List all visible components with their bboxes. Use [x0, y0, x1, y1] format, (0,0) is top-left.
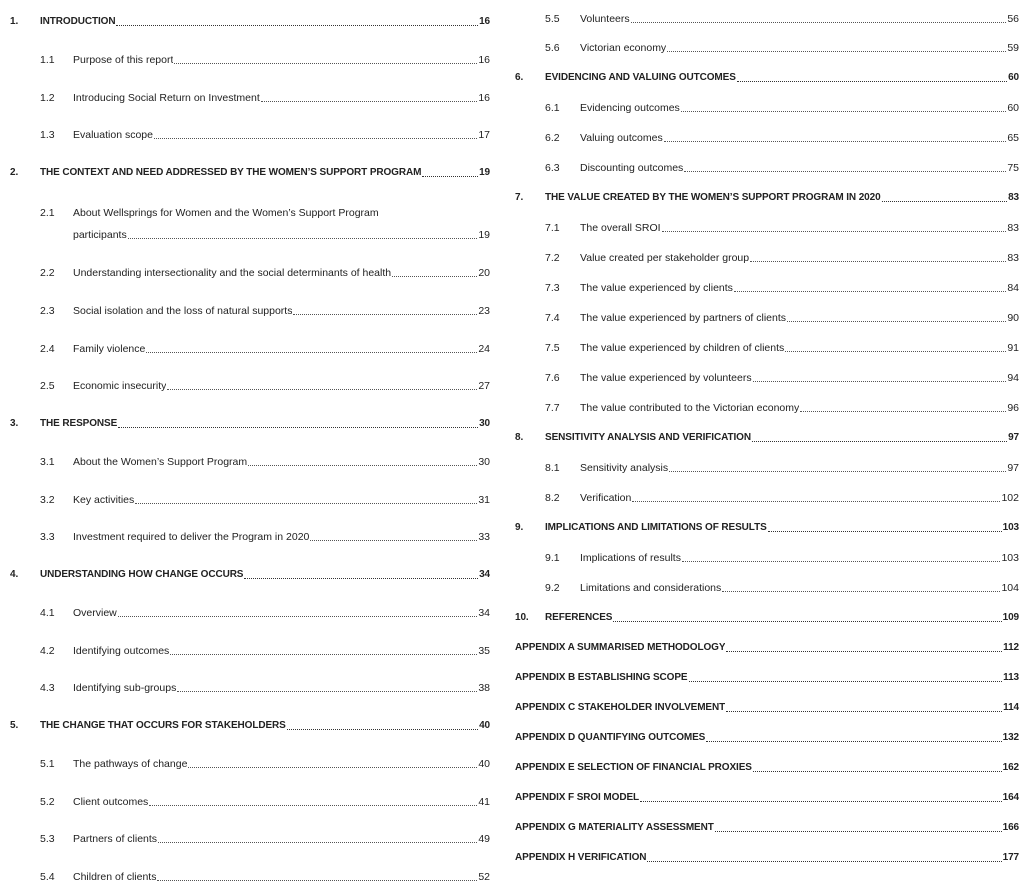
toc-entry-number: 6.1	[545, 102, 560, 114]
toc-entry-title: Discounting outcomes	[580, 162, 684, 174]
toc-subsection-entry[interactable]	[505, 131, 1019, 145]
toc-entry-number: 5.6	[545, 42, 560, 54]
dot-leader	[800, 410, 1006, 412]
toc-appendix-entry[interactable]	[505, 821, 1019, 835]
toc-entry-number: 7.3	[545, 282, 560, 294]
toc-subsection-entry[interactable]	[505, 41, 1019, 55]
toc-entry-number: 8.2	[545, 492, 560, 504]
toc-page-number: 16	[478, 92, 490, 104]
toc-subsection-entry[interactable]	[0, 455, 490, 469]
toc-entry-title: APPENDIX C STAKEHOLDER INVOLVEMENT	[515, 702, 726, 713]
toc-appendix-entry[interactable]	[505, 851, 1019, 865]
dot-leader	[640, 800, 1002, 802]
toc-entry-number: 4.3	[40, 682, 55, 694]
toc-page-number: 166	[1002, 822, 1019, 833]
toc-entry-title: Key activities	[73, 494, 135, 506]
toc-entry-number: 7.7	[545, 402, 560, 414]
toc-page-number: 59	[1007, 42, 1019, 54]
toc-entry-title: Valuing outcomes	[580, 132, 663, 144]
toc-entry-title: Partners of clients	[73, 833, 158, 845]
toc-entry-number: 7.2	[545, 252, 560, 264]
toc-subsection-entry[interactable]	[0, 832, 490, 846]
toc-subsection-entry[interactable]	[505, 371, 1019, 385]
dot-leader	[768, 530, 1002, 532]
toc-entry-number: 1.2	[40, 92, 55, 104]
toc-page-number: 104	[1001, 582, 1019, 594]
toc-subsection-entry[interactable]	[505, 461, 1019, 475]
dot-leader	[722, 590, 1000, 592]
toc-entry-title: Identifying outcomes	[73, 645, 170, 657]
toc-subsection-entry[interactable]	[0, 757, 490, 771]
dot-leader	[310, 539, 477, 541]
dot-leader	[752, 440, 1007, 442]
dot-leader	[188, 766, 477, 768]
toc-entry-number: 2.5	[40, 380, 55, 392]
toc-subsection-entry[interactable]	[0, 530, 490, 544]
dot-leader	[715, 830, 1002, 832]
dot-leader	[287, 728, 478, 730]
toc-page-number: 31	[478, 494, 490, 506]
toc-entry-number: 5.3	[40, 833, 55, 845]
toc-entry-number: 1.3	[40, 129, 55, 141]
dot-leader	[689, 680, 1003, 682]
toc-entry-title: APPENDIX D QUANTIFYING OUTCOMES	[515, 732, 706, 743]
dot-leader	[684, 170, 1006, 172]
toc-subsection-entry[interactable]	[505, 221, 1019, 235]
toc-section-entry[interactable]	[505, 191, 1019, 205]
toc-page-number: 109	[1002, 612, 1019, 623]
dot-leader	[149, 804, 477, 806]
toc-page-number: 112	[1003, 642, 1019, 653]
dot-leader	[734, 290, 1006, 292]
dot-leader	[662, 230, 1007, 232]
toc-subsection-entry[interactable]	[505, 341, 1019, 355]
dot-leader	[632, 500, 1000, 502]
dot-leader	[116, 24, 478, 26]
toc-entry-number: 7.	[515, 192, 524, 203]
toc-entry-number: 2.4	[40, 343, 55, 355]
toc-entry-title: Investment required to deliver the Program in 2020	[73, 531, 310, 543]
dot-leader	[392, 275, 477, 277]
toc-subsection-entry[interactable]	[505, 12, 1019, 26]
toc-page-number: 24	[478, 343, 490, 355]
dot-leader	[787, 320, 1006, 322]
toc-subsection-entry[interactable]	[0, 206, 490, 220]
toc-entry-title: The value contributed to the Victorian economy	[580, 402, 800, 414]
toc-subsection-entry[interactable]	[0, 606, 490, 620]
dot-leader	[135, 502, 477, 504]
toc-entry-title: APPENDIX G MATERIALITY ASSESSMENT	[515, 822, 714, 833]
toc-page-number: 103	[1002, 522, 1019, 533]
dot-leader	[118, 426, 478, 428]
toc-entry-title: Social isolation and the loss of natural supports	[73, 305, 293, 317]
toc-page-number: 114	[1003, 702, 1019, 713]
toc-entry-title: THE VALUE CREATED BY THE WOMEN’S SUPPORT PROGRAM IN 2020	[545, 192, 881, 203]
toc-page-number: 177	[1002, 852, 1019, 863]
toc-page-number: 16	[479, 16, 490, 27]
toc-subsection-entry[interactable]	[505, 251, 1019, 265]
toc-page-number: 83	[1007, 252, 1019, 264]
toc-page-number: 35	[478, 645, 490, 657]
toc-page-number: 83	[1007, 222, 1019, 234]
toc-section-entry[interactable]	[0, 15, 490, 29]
dot-leader	[422, 175, 478, 177]
dot-leader	[669, 470, 1006, 472]
toc-page-number: 27	[478, 380, 490, 392]
dot-leader	[248, 464, 477, 466]
toc-page-number: 75	[1007, 162, 1019, 174]
toc-page-number: 91	[1007, 342, 1019, 354]
toc-entry-title: Overview	[73, 607, 117, 619]
dot-leader	[118, 615, 478, 617]
toc-entry-title: REFERENCES	[545, 612, 613, 623]
toc-subsection-entry[interactable]	[505, 551, 1019, 565]
toc-appendix-entry[interactable]	[505, 641, 1019, 655]
toc-subsection-entry[interactable]	[0, 128, 490, 142]
toc-entry-title: About Wellsprings for Women and the Women’s Support Program	[73, 207, 379, 219]
toc-entry-title: THE CHANGE THAT OCCURS FOR STAKEHOLDERS	[40, 720, 286, 731]
toc-section-entry[interactable]	[0, 719, 490, 733]
toc-entry-title: Victorian economy	[580, 42, 667, 54]
toc-appendix-entry[interactable]	[505, 671, 1019, 685]
toc-entry-title: The pathways of change	[73, 758, 188, 770]
dot-leader	[146, 351, 477, 353]
toc-entry-number: 3.	[10, 418, 19, 429]
toc-page-number: 38	[478, 682, 490, 694]
toc-entry-title: The value experienced by volunteers	[580, 372, 752, 384]
toc-entry-title: Evaluation scope	[73, 129, 153, 141]
toc-appendix-entry[interactable]	[505, 791, 1019, 805]
toc-entry-number: 9.	[515, 522, 524, 533]
dot-leader	[737, 80, 1007, 82]
toc-entry-number: 9.2	[545, 582, 560, 594]
dot-leader	[647, 860, 1001, 862]
dot-leader	[170, 653, 477, 655]
toc-page-number: 90	[1007, 312, 1019, 324]
toc-entry-number: 5.5	[545, 13, 560, 25]
dot-leader	[753, 380, 1007, 382]
toc-entry-title: APPENDIX A SUMMARISED METHODOLOGY	[515, 642, 726, 653]
toc-subsection-entry[interactable]	[505, 581, 1019, 595]
toc-entry-number: 3.3	[40, 531, 55, 543]
toc-page-number: 164	[1002, 792, 1019, 803]
toc-page-number: 97	[1008, 432, 1019, 443]
toc-entry-number: 5.2	[40, 796, 55, 808]
toc-entry-continuation[interactable]	[0, 228, 490, 242]
toc-appendix-entry[interactable]	[505, 701, 1019, 715]
toc-subsection-entry[interactable]	[0, 379, 490, 393]
toc-entry-title: Introducing Social Return on Investment	[73, 92, 260, 104]
toc-page-number: 17	[478, 129, 490, 141]
toc-entry-number: 2.1	[40, 207, 55, 219]
toc-entry-title: Volunteers	[580, 13, 630, 25]
dot-leader	[244, 577, 478, 579]
toc-entry-number: 7.5	[545, 342, 560, 354]
toc-page-number: 84	[1007, 282, 1019, 294]
toc-page-number: 103	[1001, 552, 1019, 564]
toc-entry-title: APPENDIX B ESTABLISHING SCOPE	[515, 672, 688, 683]
toc-page-number: 162	[1002, 762, 1019, 773]
toc-subsection-entry[interactable]	[0, 91, 490, 105]
toc-entry-number: 8.1	[545, 462, 560, 474]
toc-entry-number: 2.3	[40, 305, 55, 317]
toc-entry-title: IMPLICATIONS AND LIMITATIONS OF RESULTS	[545, 522, 767, 533]
toc-subsection-entry[interactable]	[505, 281, 1019, 295]
toc-entry-title: Sensitivity analysis	[580, 462, 669, 474]
toc-page-number: 56	[1007, 13, 1019, 25]
toc-entry-title: Verification	[580, 492, 632, 504]
toc-page-number: 19	[478, 229, 490, 241]
toc-subsection-entry[interactable]	[0, 644, 490, 658]
toc-entry-number: 2.2	[40, 267, 55, 279]
toc-section-entry[interactable]	[505, 71, 1019, 85]
dot-leader	[706, 740, 1001, 742]
toc-subsection-entry[interactable]	[0, 266, 490, 280]
dot-leader	[785, 350, 1006, 352]
toc-subsection-entry[interactable]	[505, 401, 1019, 415]
toc-entry-title: Economic insecurity	[73, 380, 167, 392]
toc-entry-number: 7.6	[545, 372, 560, 384]
dot-leader	[753, 770, 1002, 772]
toc-section-entry[interactable]	[0, 568, 490, 582]
toc-entry-number: 10.	[515, 612, 529, 623]
toc-entry-title: APPENDIX H VERIFICATION	[515, 852, 647, 863]
toc-entry-number: 3.1	[40, 456, 55, 468]
toc-entry-number: 8.	[515, 432, 524, 443]
toc-section-entry[interactable]	[0, 166, 490, 180]
toc-page-number: 30	[478, 456, 490, 468]
dot-leader	[882, 200, 1008, 202]
toc-entry-number: 4.1	[40, 607, 55, 619]
toc-entry-number: 6.	[515, 72, 524, 83]
toc-entry-number: 3.2	[40, 494, 55, 506]
toc-page-number: 49	[478, 833, 490, 845]
toc-entry-title: Family violence	[73, 343, 146, 355]
toc-page-number: 97	[1007, 462, 1019, 474]
toc-page-number: 20	[478, 267, 490, 279]
toc-entry-title: The value experienced by partners of clients	[580, 312, 787, 324]
toc-subsection-entry[interactable]	[0, 304, 490, 318]
dot-leader	[631, 21, 1007, 23]
toc-page-number: 102	[1001, 492, 1019, 504]
toc-subsection-entry[interactable]	[505, 491, 1019, 505]
dot-leader	[726, 710, 1002, 712]
dot-leader	[128, 237, 478, 239]
dot-leader	[682, 560, 1001, 562]
toc-entry-title: APPENDIX E SELECTION OF FINANCIAL PROXIES	[515, 762, 752, 773]
toc-subsection-entry[interactable]	[0, 795, 490, 809]
toc-entry-number: 4.2	[40, 645, 55, 657]
dot-leader	[177, 690, 477, 692]
toc-entry-title: Identifying sub-groups	[73, 682, 177, 694]
toc-entry-title: EVIDENCING AND VALUING OUTCOMES	[545, 72, 736, 83]
dot-leader	[158, 841, 477, 843]
toc-entry-title: INTRODUCTION	[40, 16, 116, 27]
toc-page-number: 34	[478, 607, 490, 619]
toc-page-number: 60	[1008, 72, 1019, 83]
toc-page-number: 132	[1002, 732, 1019, 743]
toc-page-number: 40	[478, 758, 490, 770]
toc-entry-title: Client outcomes	[73, 796, 149, 808]
toc-section-entry[interactable]	[505, 521, 1019, 535]
toc-page-number: 40	[479, 720, 490, 731]
toc-section-entry[interactable]	[0, 417, 490, 431]
toc-entry-title: UNDERSTANDING HOW CHANGE OCCURS	[40, 569, 244, 580]
toc-entry-title: Value created per stakeholder group	[580, 252, 750, 264]
toc-page-number: 19	[479, 167, 490, 178]
toc-page-number: 41	[478, 796, 490, 808]
toc-entry-number: 7.1	[545, 222, 560, 234]
toc-page-number: 96	[1007, 402, 1019, 414]
dot-leader	[167, 388, 477, 390]
toc-entry-number: 1.1	[40, 54, 55, 66]
dot-leader	[664, 140, 1007, 142]
toc-entry-title-continued: participants	[73, 229, 127, 241]
toc-subsection-entry[interactable]	[0, 493, 490, 507]
toc-entry-number: 2.	[10, 167, 19, 178]
toc-page-number: 34	[479, 569, 490, 580]
toc-section-entry[interactable]	[505, 611, 1019, 625]
toc-page-number: 33	[478, 531, 490, 543]
toc-entry-title: Limitations and considerations	[580, 582, 722, 594]
toc-entry-number: 9.1	[545, 552, 560, 564]
toc-entry-title: SENSITIVITY ANALYSIS AND VERIFICATION	[545, 432, 751, 443]
toc-page-number: 23	[478, 305, 490, 317]
dot-leader	[154, 137, 477, 139]
toc-page-number: 113	[1003, 672, 1019, 683]
toc-entry-number: 4.	[10, 569, 19, 580]
dot-leader	[157, 879, 477, 881]
toc-entry-title: Purpose of this report	[73, 54, 174, 66]
dot-leader	[293, 313, 477, 315]
toc-entry-number: 6.2	[545, 132, 560, 144]
toc-entry-number: 5.4	[40, 871, 55, 883]
toc-page-number: 16	[478, 54, 490, 66]
toc-subsection-entry[interactable]	[0, 342, 490, 356]
toc-entry-number: 5.1	[40, 758, 55, 770]
dot-leader	[681, 110, 1007, 112]
toc-entry-number: 6.3	[545, 162, 560, 174]
toc-entry-title: The value experienced by children of clients	[580, 342, 785, 354]
dot-leader	[613, 620, 1001, 622]
toc-subsection-entry[interactable]	[505, 101, 1019, 115]
toc-page-number: 30	[479, 418, 490, 429]
toc-subsection-entry[interactable]	[505, 311, 1019, 325]
toc-entry-number: 7.4	[545, 312, 560, 324]
toc-page-number: 94	[1007, 372, 1019, 384]
toc-entry-number: 5.	[10, 720, 19, 731]
toc-subsection-entry[interactable]	[505, 161, 1019, 175]
dot-leader	[667, 50, 1006, 52]
toc-entry-title: THE CONTEXT AND NEED ADDRESSED BY THE WOMEN’S SUPPORT PROGRAM	[40, 167, 422, 178]
toc-entry-title: Children of clients	[73, 871, 157, 883]
dot-leader	[174, 62, 477, 64]
toc-entry-title: The overall SROI	[580, 222, 661, 234]
toc-appendix-entry[interactable]	[505, 761, 1019, 775]
toc-entry-title: APPENDIX F SROI MODEL	[515, 792, 640, 803]
toc-entry-title: Implications of results	[580, 552, 681, 564]
toc-subsection-entry[interactable]	[0, 53, 490, 67]
toc-page-number: 60	[1007, 102, 1019, 114]
toc-entry-title: The value experienced by clients	[580, 282, 733, 294]
toc-entry-title: Evidencing outcomes	[580, 102, 680, 114]
toc-page-number: 52	[478, 871, 490, 883]
dot-leader	[261, 100, 478, 102]
toc-entry-title: THE RESPONSE	[40, 418, 118, 429]
dot-leader	[726, 650, 1002, 652]
toc-page-number: 65	[1007, 132, 1019, 144]
toc-entry-title: About the Women’s Support Program	[73, 456, 248, 468]
toc-subsection-entry[interactable]	[0, 681, 490, 695]
toc-appendix-entry[interactable]	[505, 731, 1019, 745]
dot-leader	[750, 260, 1006, 262]
toc-subsection-entry[interactable]	[0, 870, 490, 884]
toc-entry-number: 1.	[10, 16, 19, 27]
toc-section-entry[interactable]	[505, 431, 1019, 445]
toc-page-number: 83	[1008, 192, 1019, 203]
toc-entry-title: Understanding intersectionality and the social determinants of health	[73, 267, 392, 279]
